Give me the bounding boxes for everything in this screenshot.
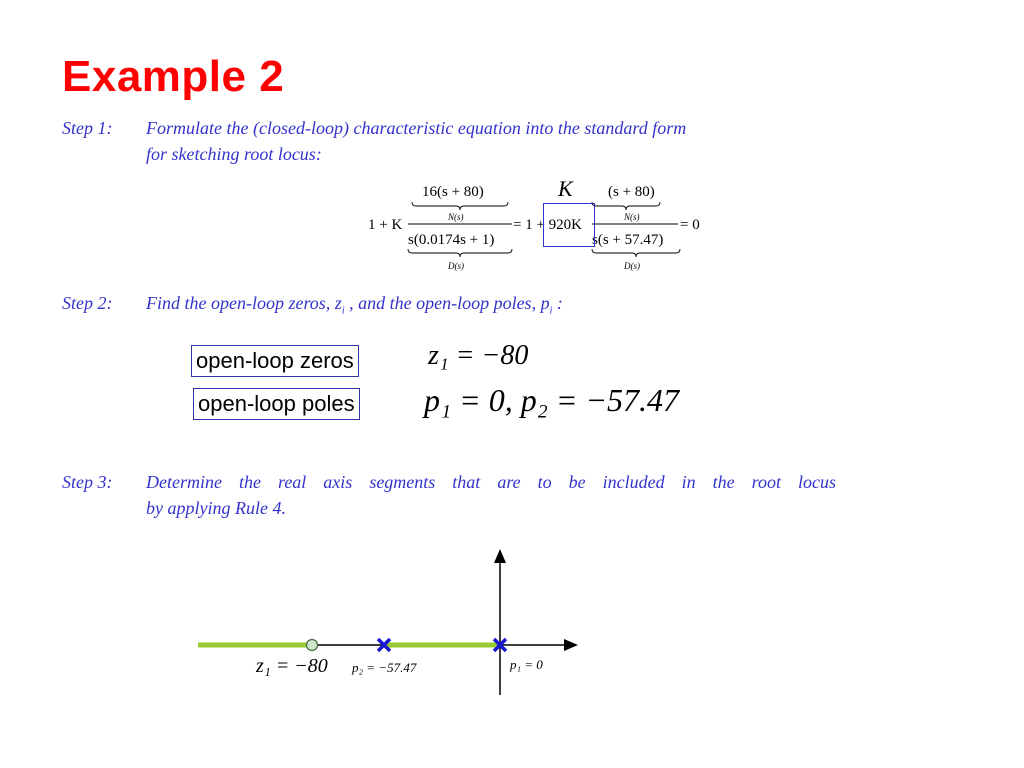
step3-text-line2: by applying Rule 4.: [146, 498, 286, 518]
den-brace-right: [592, 249, 680, 257]
step2-text: [146, 290, 836, 325]
eq-middle: = 1 + 920K: [513, 217, 583, 233]
eq-den-left: s(0.0174s + 1): [408, 232, 495, 248]
step2-sub-i: i: [341, 305, 345, 317]
gain-highlight-box: [543, 203, 595, 247]
zero-marker: [307, 640, 318, 651]
step1-text-line2: for sketching root locus:: [146, 144, 322, 164]
open-loop-poles-label: open-loop poles: [193, 388, 360, 420]
eq-den-brace-label-left: D(s): [448, 261, 464, 271]
num-brace-right: [592, 202, 660, 210]
root-locus-plot: [190, 545, 590, 700]
step2-text-part1: Find the open-loop zeros, z: [146, 293, 342, 313]
step3-text: [146, 469, 836, 521]
step3-label: Step 3:: [62, 472, 113, 492]
step1-label: Step 1:: [62, 118, 113, 138]
eq-num-brace-label-right: N(s): [624, 212, 640, 222]
eq-num-left: 16(s + 80): [422, 184, 484, 200]
num-brace-left: [412, 202, 508, 210]
step2-label: Step 2:: [62, 293, 113, 313]
step3-text-line1: Determine the real axis segments that are to be included in the root locus: [146, 472, 836, 492]
open-loop-zeros-label: open-loop zeros: [191, 345, 359, 377]
step2-sub-i-2: i: [549, 305, 553, 317]
poles-equation: p₁ = 0, p₂ = −57.47: [424, 382, 680, 418]
zeros-equation: z₁ = −80: [428, 340, 529, 371]
characteristic-equation: [360, 172, 720, 277]
eq-num-brace-label-left: N(s): [448, 212, 464, 222]
step1-text-line1: Formulate the (closed-loop) characteristic equation into the standard form: [146, 118, 687, 138]
real-axis-arrow: [564, 639, 578, 651]
page-title: Example 2: [62, 52, 285, 101]
pole2-label: p₂ = −57.47: [352, 660, 417, 675]
eq-den-right: s(s + 57.47): [592, 232, 664, 248]
step2-text-part2: , and the open-loop poles, p: [344, 293, 550, 313]
eq-prefix: 1 + K: [368, 217, 403, 233]
zero-label: z₁ = −80: [256, 655, 328, 677]
eq-den-brace-label-right: D(s): [624, 261, 640, 271]
imaginary-axis-arrow: [494, 549, 506, 563]
den-brace-left: [408, 249, 512, 257]
eq-num-right: (s + 80): [608, 184, 655, 200]
pole1-label: p₁ = 0: [510, 657, 543, 672]
eq-gain-symbol: K: [558, 176, 573, 201]
step2-text-end: :: [552, 293, 563, 313]
eq-suffix: = 0: [680, 217, 700, 233]
step1-text: [146, 115, 836, 167]
